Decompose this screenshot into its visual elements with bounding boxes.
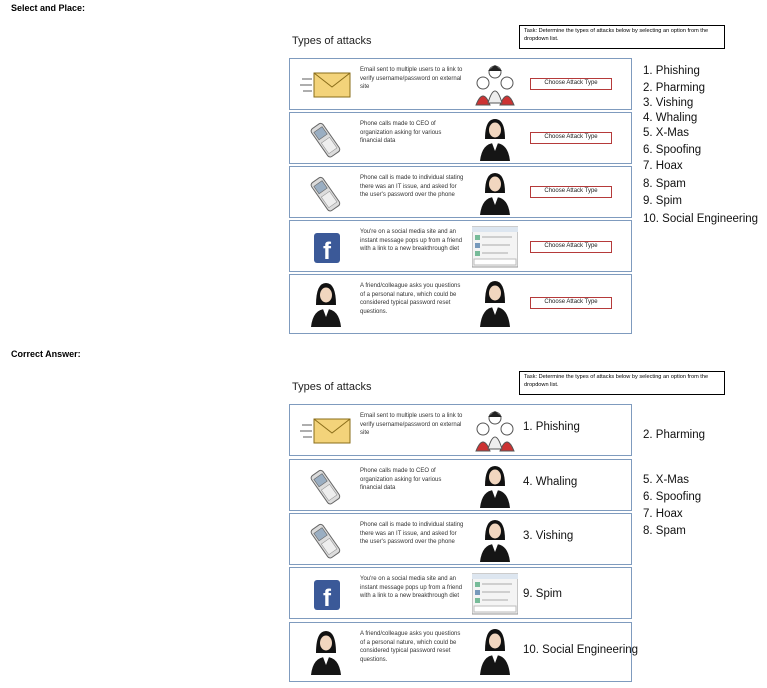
- option-item[interactable]: 1. Phishing: [643, 65, 700, 77]
- scenario-description: A friend/colleague asks you questions of a personal nature, which could be considered typical password reset questions.: [360, 631, 461, 663]
- placed-answer: 1. Phishing: [523, 421, 580, 433]
- scenario-description: You're on a social media site and an instant message pops up from a friend with a link to a new breakthrough diet: [360, 229, 463, 253]
- im-window-icon: [472, 225, 518, 269]
- option-item[interactable]: 4. Whaling: [643, 112, 698, 124]
- answer-row: [289, 513, 632, 565]
- woman-icon: [300, 281, 352, 321]
- phone-icon: [300, 119, 352, 159]
- scenario-description: Phone calls made to CEO of organization asking for various financial data: [360, 468, 442, 492]
- scenario-row: [289, 112, 632, 164]
- answer-row: [289, 404, 632, 456]
- answer-row: [289, 567, 632, 619]
- woman-icon: [300, 629, 352, 669]
- phone-icon: [300, 173, 352, 213]
- option-item[interactable]: 3. Vishing: [643, 97, 694, 109]
- woman-avatar: [472, 279, 518, 323]
- group-avatar: [472, 63, 518, 107]
- placed-answer: 4. Whaling: [523, 476, 578, 488]
- scenario-description: Email sent to multiple users to a link to verify username/password on external site: [360, 413, 463, 437]
- option-item[interactable]: 10. Social Engineering: [643, 213, 759, 225]
- facebook-icon: [300, 227, 352, 267]
- choose-attack-type-button[interactable]: Choose Attack Type: [530, 78, 612, 90]
- scenario-description: Phone call is made to individual stating there was an IT issue, and asked for the user's password over the phone: [360, 175, 464, 199]
- woman-avatar: [472, 518, 518, 562]
- choose-attack-type-button[interactable]: Choose Attack Type: [530, 132, 612, 144]
- placed-answer: 3. Vishing: [523, 530, 574, 542]
- choose-attack-type-button[interactable]: Choose Attack Type: [530, 297, 612, 309]
- woman-avatar: [472, 117, 518, 161]
- option-item[interactable]: 8. Spam: [643, 178, 686, 190]
- placed-answer: 9. Spim: [523, 588, 562, 600]
- scenario-description: Email sent to multiple users to a link to verify username/password on external site: [360, 67, 463, 91]
- scenario-row: [289, 58, 632, 110]
- svg-text:f: f: [323, 585, 331, 612]
- scenario-description: You're on a social media site and an instant message pops up from a friend with a link to a new breakthrough diet: [360, 576, 463, 600]
- select-and-place-heading: Select and Place:: [11, 3, 86, 13]
- scenario-description: A friend/colleague asks you questions of a personal nature, which could be considered typical password reset questions.: [360, 283, 461, 315]
- woman-avatar: [472, 464, 518, 508]
- envelope-icon: [300, 411, 352, 451]
- placed-answer: 10. Social Engineering: [523, 644, 639, 656]
- scenario-description: Phone call is made to individual stating there was an IT issue, and asked for the user's password over the phone: [360, 522, 464, 546]
- choose-attack-type-button[interactable]: Choose Attack Type: [530, 241, 612, 253]
- answer-row: [289, 459, 632, 511]
- page-title: Types of attacks: [292, 35, 372, 47]
- svg-text:f: f: [323, 238, 331, 265]
- facebook-icon: [300, 574, 352, 614]
- woman-avatar: [472, 171, 518, 215]
- phone-icon: [300, 520, 352, 560]
- option-item: 8. Spam: [643, 525, 686, 537]
- scenario-description: Phone calls made to CEO of organization asking for various financial data: [360, 121, 442, 145]
- option-item[interactable]: 6. Spoofing: [643, 144, 702, 156]
- scenario-row: [289, 220, 632, 272]
- im-window-icon: [472, 572, 518, 616]
- option-item: 6. Spoofing: [643, 491, 702, 503]
- option-item: 7. Hoax: [643, 508, 683, 520]
- scenario-row: [289, 166, 632, 218]
- option-item[interactable]: 2. Pharming: [643, 82, 706, 94]
- option-item[interactable]: 7. Hoax: [643, 160, 683, 172]
- option-item: 5. X-Mas: [643, 474, 690, 486]
- group-avatar: [472, 409, 518, 453]
- option-item[interactable]: 5. X-Mas: [643, 127, 690, 139]
- scenario-row: [289, 274, 632, 334]
- page-title: Types of attacks: [292, 381, 372, 393]
- option-item: 2. Pharming: [643, 429, 706, 441]
- option-item[interactable]: 9. Spim: [643, 195, 682, 207]
- phone-icon: [300, 466, 352, 506]
- woman-avatar: [472, 627, 518, 671]
- envelope-icon: [300, 65, 352, 105]
- task-instructions: Task: Determine the types of attacks below by selecting an option from the dropdown list.: [519, 25, 725, 49]
- answer-row: [289, 622, 639, 682]
- task-instructions: Task: Determine the types of attacks below by selecting an option from the dropdown list.: [519, 371, 725, 395]
- choose-attack-type-button[interactable]: Choose Attack Type: [530, 186, 612, 198]
- correct-answer-heading: Correct Answer:: [11, 349, 81, 359]
